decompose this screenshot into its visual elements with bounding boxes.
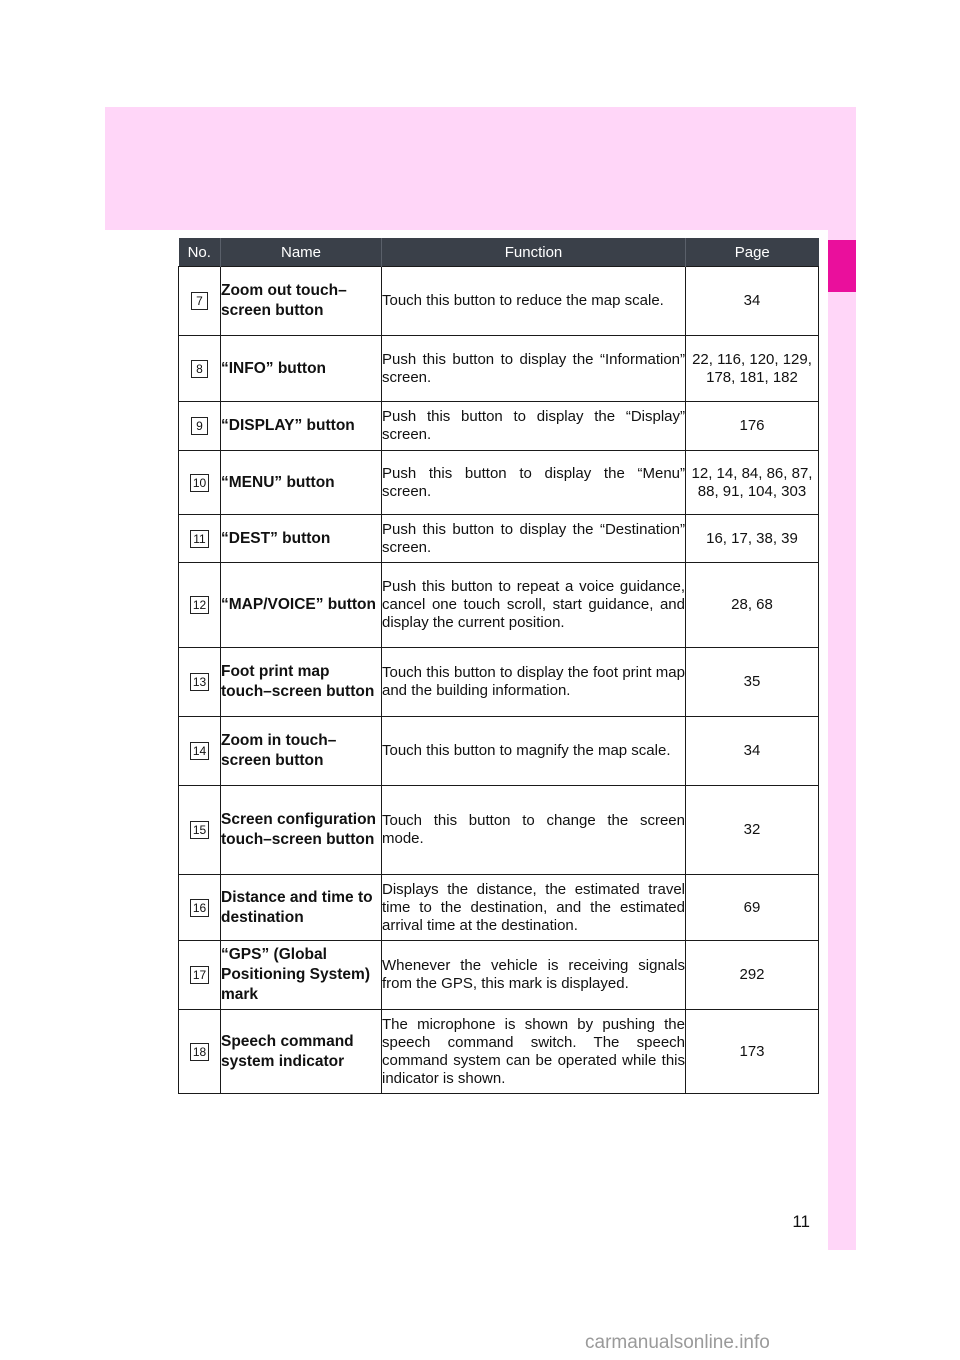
table-row <box>179 267 819 336</box>
row-function: Push this button to display the “Information” screen. <box>382 336 686 402</box>
table-row <box>179 648 819 717</box>
row-name: Foot print map touch–screen button <box>221 648 382 717</box>
col-header-no: No. <box>179 238 221 267</box>
row-page: 173 <box>686 1010 819 1094</box>
row-function: Whenever the vehicle is receiving signals from the GPS, this mark is displayed. <box>382 941 686 1010</box>
row-name: Zoom in touch–screen button <box>221 717 382 786</box>
row-function: Touch this button to display the foot print map and the building information. <box>382 648 686 717</box>
page-number: 11 <box>792 1212 810 1231</box>
row-number-badge: 13 <box>190 673 209 691</box>
table-row <box>179 336 819 402</box>
row-function: Push this button to display the “Destination” screen. <box>382 515 686 563</box>
row-number-badge: 9 <box>191 417 208 435</box>
row-page: 32 <box>686 786 819 875</box>
watermark-link[interactable]: carmanualsonline.info <box>585 1332 770 1353</box>
row-page: 16, 17, 38, 39 <box>686 515 819 563</box>
row-page: 176 <box>686 402 819 451</box>
row-page: 28, 68 <box>686 563 819 648</box>
row-number-badge: 18 <box>190 1043 209 1061</box>
col-header-name: Name <box>221 238 382 267</box>
row-function: Touch this button to magnify the map scale. <box>382 717 686 786</box>
row-page: 12, 14, 84, 86, 87, 88, 91, 104, 303 <box>686 451 819 515</box>
header-band <box>105 107 856 230</box>
row-name: “MAP/VOICE” button <box>221 563 382 648</box>
row-name: “DISPLAY” button <box>221 402 382 451</box>
row-number-badge: 7 <box>191 292 208 310</box>
row-number-badge: 17 <box>190 966 209 984</box>
row-number-badge: 8 <box>191 360 208 378</box>
row-page: 35 <box>686 648 819 717</box>
table-row <box>179 402 819 451</box>
row-function: Touch this button to change the screen mode. <box>382 786 686 875</box>
table-row <box>179 875 819 941</box>
row-number-badge: 10 <box>190 474 209 492</box>
row-name: Distance and time to destination <box>221 875 382 941</box>
table-row <box>179 451 819 515</box>
col-header-function: Function <box>382 238 686 267</box>
table-row <box>179 563 819 648</box>
row-page: 69 <box>686 875 819 941</box>
row-function: Push this button to display the “Menu” screen. <box>382 451 686 515</box>
row-function: The microphone is shown by pushing the speech command switch. The speech command system can be operated while this indicator is shown. <box>382 1010 686 1094</box>
col-header-page: Page <box>686 238 819 267</box>
section-tab <box>828 240 856 292</box>
row-number-badge: 12 <box>190 596 209 614</box>
row-page: 34 <box>686 267 819 336</box>
row-name: Screen configuration touch–screen button <box>221 786 382 875</box>
row-function: Displays the distance, the estimated travel time to the destination, and the estimated arrival time at the destination. <box>382 875 686 941</box>
row-number-badge: 14 <box>190 742 209 760</box>
row-function: Push this button to repeat a voice guidance, cancel one touch scroll, start guidance, and display the current position. <box>382 563 686 648</box>
row-name: “DEST” button <box>221 515 382 563</box>
row-name: Zoom out touch–screen button <box>221 267 382 336</box>
row-name: “GPS” (Global Positioning System) mark <box>221 941 382 1010</box>
table-header-row <box>179 238 819 267</box>
row-name: “INFO” button <box>221 336 382 402</box>
side-strip <box>828 230 856 1250</box>
table-row <box>179 717 819 786</box>
row-function: Touch this button to reduce the map scale. <box>382 267 686 336</box>
table-row <box>179 941 819 1010</box>
row-number-badge: 11 <box>190 530 208 548</box>
row-number-badge: 15 <box>190 821 209 839</box>
table-row <box>179 1010 819 1094</box>
function-table <box>178 238 819 1094</box>
row-page: 22, 116, 120, 129, 178, 181, 182 <box>686 336 819 402</box>
row-name: “MENU” button <box>221 451 382 515</box>
row-page: 34 <box>686 717 819 786</box>
table-row <box>179 515 819 563</box>
row-number-badge: 16 <box>190 899 209 917</box>
row-page: 292 <box>686 941 819 1010</box>
table-row <box>179 786 819 875</box>
row-name: Speech command system indicator <box>221 1010 382 1094</box>
row-function: Push this button to display the “Display” screen. <box>382 402 686 451</box>
